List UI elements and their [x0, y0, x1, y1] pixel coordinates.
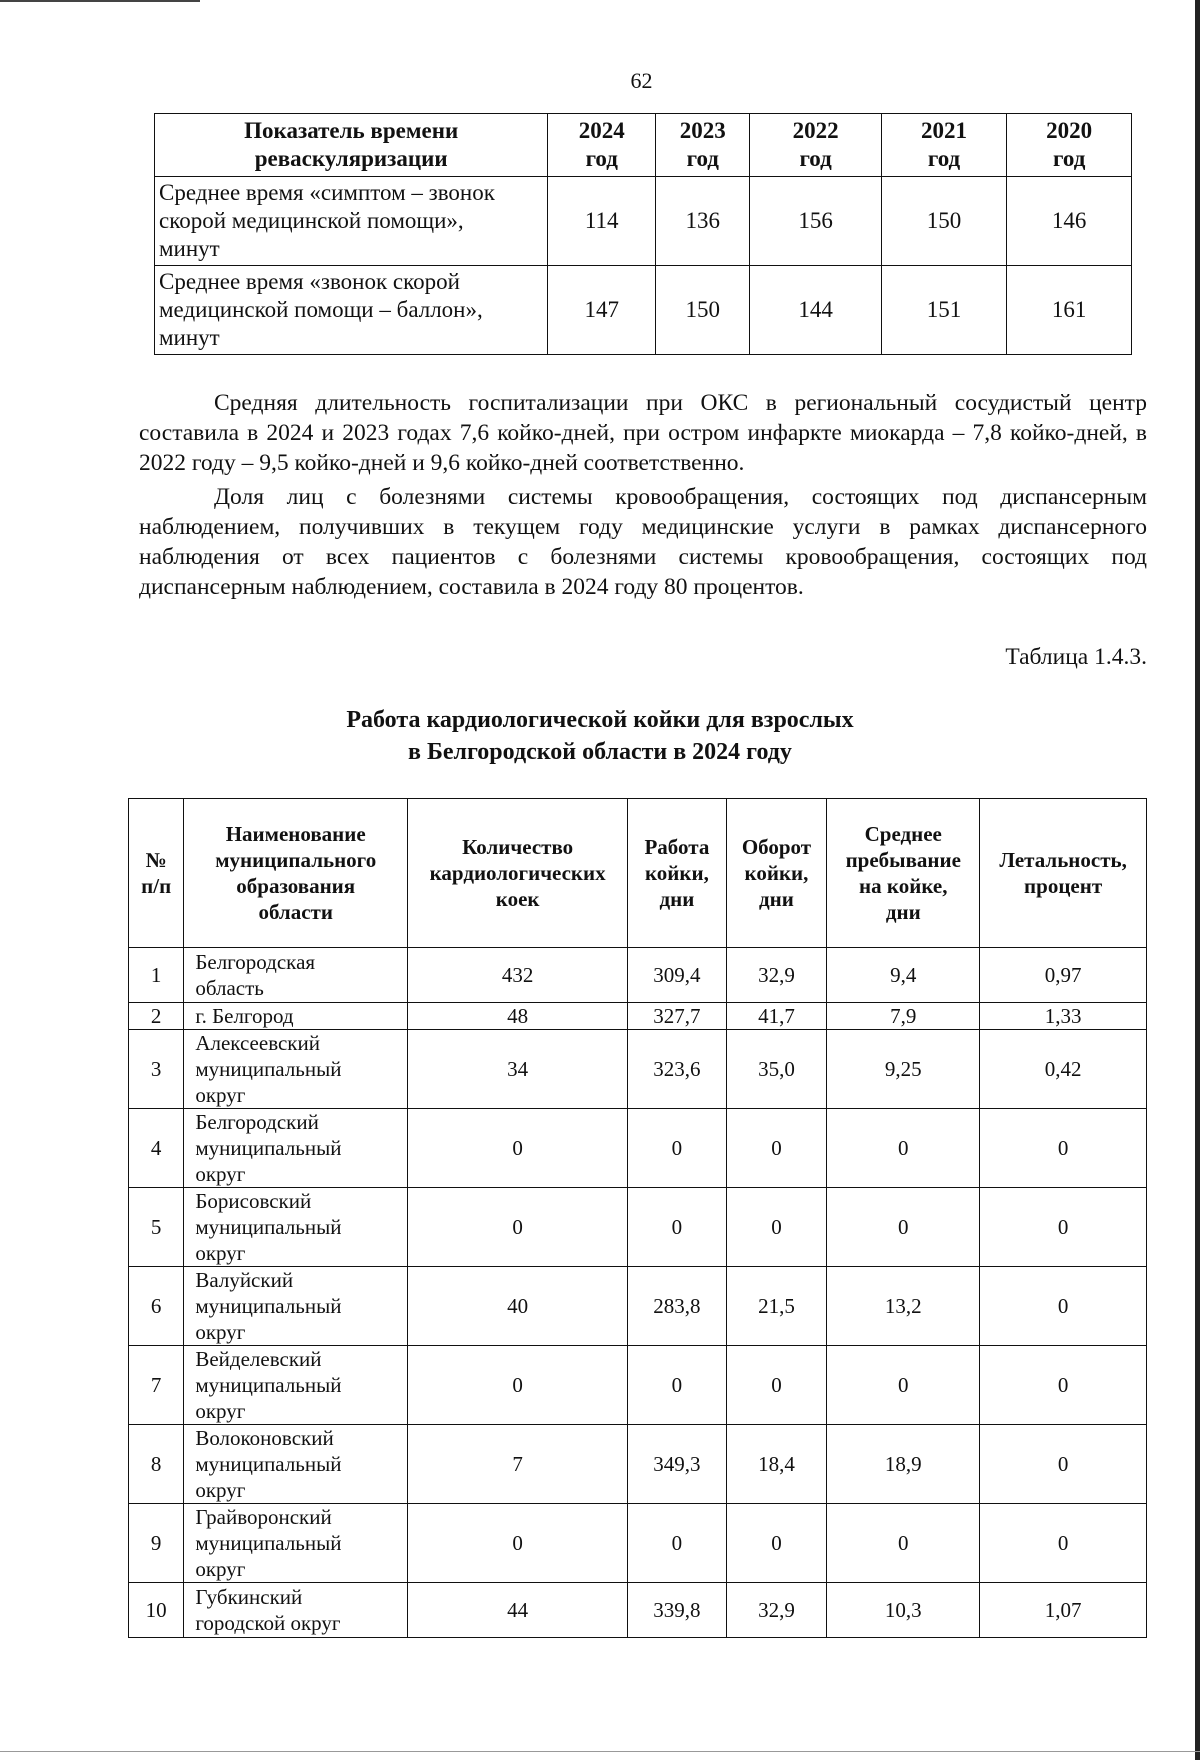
table-row — [129, 1030, 1147, 1109]
cell-average-stay: 0 — [827, 1109, 980, 1188]
cell-number: 4 — [129, 1109, 184, 1188]
column-header-number: № п/п — [129, 799, 184, 948]
column-header-indicator: Показатель времени реваскуляризации — [155, 114, 548, 177]
table-row — [129, 1425, 1147, 1504]
scan-edge-bottom — [0, 1751, 1200, 1752]
cell-bed-work: 0 — [628, 1109, 726, 1188]
cell-beds: 0 — [408, 1188, 628, 1267]
cell-bed-work: 0 — [628, 1188, 726, 1267]
cell-municipality: Валуйский муниципальный округ — [184, 1267, 408, 1346]
paragraph-dispensary: Доля лиц с болезнями системы кровообращения, состоящих под диспансерным наблюдением, получивших в текущем году медицинские услуги в рамках диспансерного наблюдения от всех пациентов с болезнями системы кровообращения, состоящих под диспансерным наблюдением, составила в 2024 году 80 процентов. — [139, 484, 1147, 600]
table-row — [129, 1188, 1147, 1267]
cell-number: 6 — [129, 1267, 184, 1346]
cell-value: 151 — [881, 266, 1007, 355]
column-header-lethality: Летальность, процент — [980, 799, 1147, 948]
table-row — [155, 266, 1132, 355]
cell-beds: 34 — [408, 1030, 628, 1109]
cell-lethality: 0,42 — [980, 1030, 1147, 1109]
cell-bed-work: 0 — [628, 1346, 726, 1425]
column-header-2022: 2022 год — [750, 114, 881, 177]
cell-average-stay: 9,25 — [827, 1030, 980, 1109]
cell-number: 3 — [129, 1030, 184, 1109]
cell-lethality: 0 — [980, 1188, 1147, 1267]
cell-value: 161 — [1007, 266, 1132, 355]
cell-average-stay: 18,9 — [827, 1425, 980, 1504]
cell-average-stay: 0 — [827, 1504, 980, 1583]
cell-lethality: 0,97 — [980, 948, 1147, 1003]
cell-number: 7 — [129, 1346, 184, 1425]
cell-bed-turnover: 0 — [726, 1504, 827, 1583]
title-line-1: Работа кардиологической койки для взрослых — [346, 707, 854, 733]
cell-bed-turnover: 18,4 — [726, 1425, 827, 1504]
cell-bed-work: 349,3 — [628, 1425, 726, 1504]
cell-number: 1 — [129, 948, 184, 1003]
cell-average-stay: 7,9 — [827, 1003, 980, 1030]
table-row — [129, 1504, 1147, 1583]
cell-bed-turnover: 35,0 — [726, 1030, 827, 1109]
cell-beds: 7 — [408, 1425, 628, 1504]
cell-lethality: 0 — [980, 1109, 1147, 1188]
cell-value: 136 — [656, 177, 750, 266]
scan-edge-top — [0, 0, 200, 2]
cell-beds: 48 — [408, 1003, 628, 1030]
cell-bed-turnover: 0 — [726, 1346, 827, 1425]
cell-beds: 432 — [408, 948, 628, 1003]
title-line-2: в Белгородской области в 2024 году — [408, 739, 792, 765]
cell-average-stay: 10,3 — [827, 1583, 980, 1638]
cell-value: 147 — [548, 266, 656, 355]
cell-municipality: Белгородская область — [184, 948, 408, 1003]
cell-bed-work: 0 — [628, 1504, 726, 1583]
cell-bed-work: 323,6 — [628, 1030, 726, 1109]
column-header-beds: Количество кардиологических коек — [408, 799, 628, 948]
cell-beds: 44 — [408, 1583, 628, 1638]
cell-municipality: Алексеевский муниципальный округ — [184, 1030, 408, 1109]
table-row — [129, 1003, 1147, 1030]
cell-beds: 0 — [408, 1346, 628, 1425]
cell-average-stay: 0 — [827, 1346, 980, 1425]
cell-lethality: 0 — [980, 1425, 1147, 1504]
cell-bed-turnover: 21,5 — [726, 1267, 827, 1346]
revascularization-time-table — [154, 113, 1132, 355]
cell-lethality: 1,07 — [980, 1583, 1147, 1638]
cell-value: 156 — [750, 177, 881, 266]
cell-beds: 0 — [408, 1504, 628, 1583]
table-header-row — [155, 114, 1132, 177]
table-title — [0, 704, 1200, 768]
column-header-2020: 2020 год — [1007, 114, 1132, 177]
cell-value: 146 — [1007, 177, 1132, 266]
cell-bed-turnover: 32,9 — [726, 1583, 827, 1638]
cell-bed-work: 327,7 — [628, 1003, 726, 1030]
cell-number: 8 — [129, 1425, 184, 1504]
page-number: 62 — [630, 68, 653, 93]
table-label: Таблица 1.4.3. — [1005, 644, 1147, 670]
table-row — [155, 177, 1132, 266]
cell-bed-turnover: 0 — [726, 1109, 827, 1188]
cell-bed-turnover: 0 — [726, 1188, 827, 1267]
column-header-municipality: Наименование муниципального образования области — [184, 799, 408, 948]
column-header-average-stay: Среднее пребывание на койке, дни — [827, 799, 980, 948]
cell-beds: 40 — [408, 1267, 628, 1346]
cell-value: 150 — [656, 266, 750, 355]
cell-municipality: Губкинский городской округ — [184, 1583, 408, 1638]
cell-value: 114 — [548, 177, 656, 266]
cell-municipality: Борисовский муниципальный округ — [184, 1188, 408, 1267]
column-header-2024: 2024 год — [548, 114, 656, 177]
cell-average-stay: 9,4 — [827, 948, 980, 1003]
cell-municipality: Белгородский муниципальный округ — [184, 1109, 408, 1188]
cell-number: 5 — [129, 1188, 184, 1267]
cell-bed-turnover: 32,9 — [726, 948, 827, 1003]
cell-number: 10 — [129, 1583, 184, 1638]
cell-municipality: г. Белгород — [184, 1003, 408, 1030]
table-header-row — [129, 799, 1147, 948]
table-row — [129, 1583, 1147, 1638]
table-row — [129, 1109, 1147, 1188]
scan-edge-right — [1195, 0, 1200, 1760]
cell-value: 150 — [881, 177, 1007, 266]
column-header-bed-work: Работа койки, дни — [628, 799, 726, 948]
cell-bed-turnover: 41,7 — [726, 1003, 827, 1030]
row-label: Среднее время «звонок скорой медицинской помощи – баллон», минут — [155, 266, 548, 355]
cell-lethality: 1,33 — [980, 1003, 1147, 1030]
cell-bed-work: 283,8 — [628, 1267, 726, 1346]
column-header-2021: 2021 год — [881, 114, 1007, 177]
cell-average-stay: 13,2 — [827, 1267, 980, 1346]
cell-bed-work: 309,4 — [628, 948, 726, 1003]
cell-municipality: Грайворонский муниципальный округ — [184, 1504, 408, 1583]
cell-bed-work: 339,8 — [628, 1583, 726, 1638]
cell-beds: 0 — [408, 1109, 628, 1188]
cell-number: 2 — [129, 1003, 184, 1030]
cell-lethality: 0 — [980, 1504, 1147, 1583]
table-row — [129, 1346, 1147, 1425]
cell-municipality: Волоконовский муниципальный округ — [184, 1425, 408, 1504]
row-label: Среднее время «симптом – звонок скорой медицинской помощи», минут — [155, 177, 548, 266]
column-header-bed-turnover: Оборот койки, дни — [726, 799, 827, 948]
cell-value: 144 — [750, 266, 881, 355]
table-row — [129, 1267, 1147, 1346]
cell-average-stay: 0 — [827, 1188, 980, 1267]
cardiology-beds-table — [128, 798, 1147, 1638]
cell-lethality: 0 — [980, 1346, 1147, 1425]
paragraph-hospitalization: Средняя длительность госпитализации при ОКС в региональный сосудистый центр составила в 2024 и 2023 годах 7,6 койко-дней, при остром инфаркте миокарда – 7,8 койко-дней, в 2022 году – 9,5 койко-дней и 9,6 койко-дней соответственно. — [139, 390, 1147, 476]
cell-number: 9 — [129, 1504, 184, 1583]
table-row — [129, 948, 1147, 1003]
column-header-2023: 2023 год — [656, 114, 750, 177]
cell-municipality: Вейделевский муниципальный округ — [184, 1346, 408, 1425]
cell-lethality: 0 — [980, 1267, 1147, 1346]
